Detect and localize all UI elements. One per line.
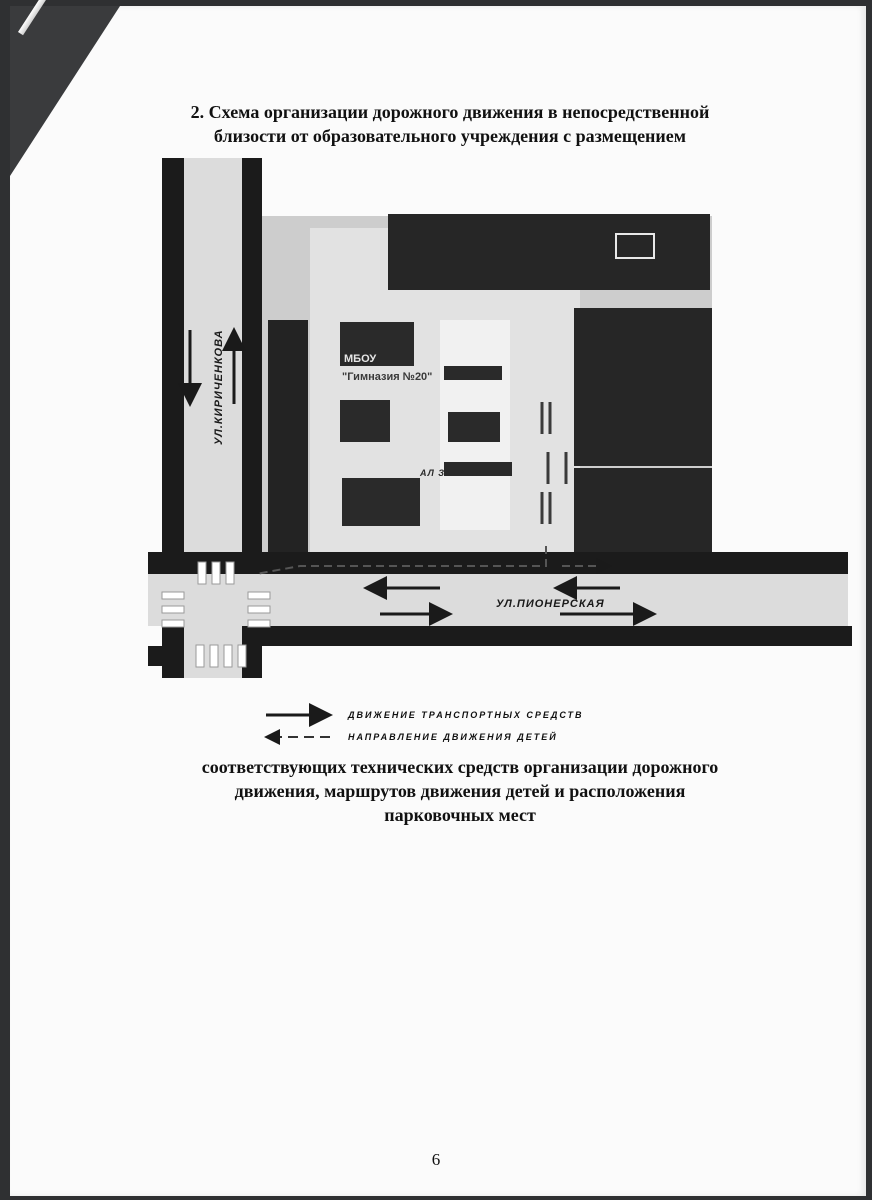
legend-children-label: НАПРАВЛЕНИЕ ДВИЖЕНИЯ ДЕТЕЙ bbox=[348, 732, 558, 742]
school-building-block-3 bbox=[342, 478, 420, 526]
continuation-line-2: движения, маршрутов движения детей и расположения bbox=[234, 781, 686, 801]
building-east-lower bbox=[574, 468, 712, 554]
building-label: АЛ ЗАБАЛИБЕИ bbox=[420, 468, 504, 478]
school-name-label: "Гимназия №20" bbox=[342, 371, 433, 383]
building-north bbox=[388, 214, 710, 290]
legend-vehicle-label: ДВИЖЕНИЕ ТРАНСПОРТНЫХ СРЕДСТВ bbox=[348, 710, 584, 720]
road-horizontal-edge-south bbox=[258, 626, 852, 646]
crosswalk-west bbox=[162, 592, 184, 627]
building-east-upper bbox=[574, 308, 712, 466]
scheme-title-continuation bbox=[150, 755, 770, 827]
street-label-horizontal: УЛ.ПИОНЕРСКАЯ bbox=[496, 598, 605, 610]
crosswalk-north bbox=[198, 562, 234, 584]
school-building-block-2 bbox=[340, 400, 390, 442]
crosswalk-east bbox=[248, 592, 270, 627]
page-number: 6 bbox=[431, 1150, 441, 1169]
continuation-line-3: парковочных мест bbox=[384, 805, 536, 825]
school-building-strip-1 bbox=[444, 366, 502, 380]
street-label-vertical: УЛ.КИРИЧЕНКОВА bbox=[213, 329, 225, 445]
scheme-title-line-2: близости от образовательного учреждения с размещением bbox=[213, 126, 687, 146]
road-horizontal-edge-north bbox=[148, 552, 848, 574]
continuation-line-1: соответствующих технических средств организации дорожного bbox=[201, 757, 719, 777]
road-corner-south-west bbox=[148, 646, 184, 666]
school-label: МБОУ bbox=[344, 353, 377, 365]
scheme-title-line-1: 2. Схема организации дорожного движения в непосредственной bbox=[190, 102, 710, 122]
school-building-block-4 bbox=[448, 412, 500, 442]
building-west bbox=[268, 320, 308, 560]
